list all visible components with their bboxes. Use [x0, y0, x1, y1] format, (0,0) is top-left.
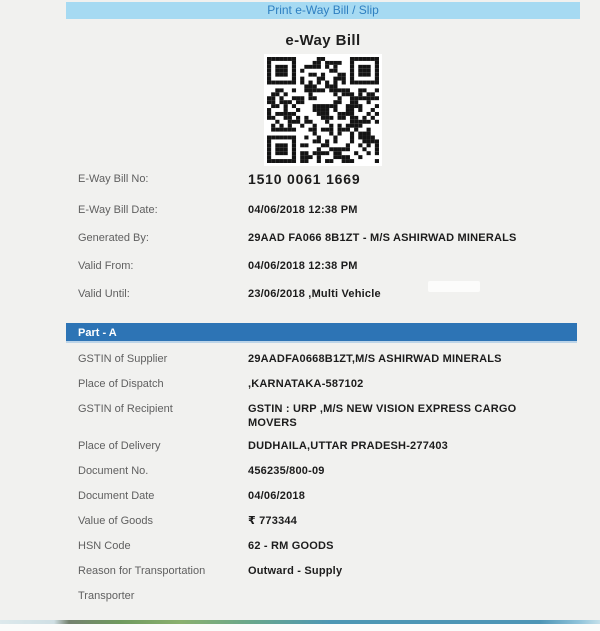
field-row-reason-for-transportation — [78, 564, 578, 578]
field-label: Place of Delivery — [78, 440, 161, 452]
field-label: E-Way Bill Date: — [78, 204, 158, 216]
field-label: Value of Goods — [78, 515, 154, 527]
page-title: e-Way Bill — [285, 32, 361, 49]
qr-code — [264, 54, 382, 166]
field-value: 04/06/2018 — [248, 490, 306, 502]
field-row-generated-by — [78, 231, 578, 245]
field-label: GSTIN of Supplier — [78, 353, 168, 365]
field-row-valid-from — [78, 259, 578, 273]
field-row-hsn-code — [78, 539, 578, 553]
field-label: Transporter — [78, 590, 135, 602]
field-value: ₹ 773344 — [248, 515, 298, 527]
field-row-transporter — [78, 589, 578, 603]
redaction-mark — [428, 281, 480, 292]
field-row-place-of-delivery — [78, 439, 578, 453]
field-row-document-no — [78, 464, 578, 478]
field-value: 1510 0061 1669 — [248, 171, 361, 187]
field-value: 29AAD FA066 8B1ZT - M/S ASHIRWAD MINERALS — [248, 232, 517, 244]
field-value: 29AADFA0668B1ZT,M/S ASHIRWAD MINERALS — [248, 353, 502, 365]
title-bar — [66, 2, 580, 19]
field-row-value-of-goods — [78, 514, 578, 528]
field-value: 23/06/2018 ,Multi Vehicle — [248, 288, 381, 300]
title-bar-text: Print e-Way Bill / Slip — [267, 3, 379, 17]
field-value: Outward - Supply — [248, 565, 343, 577]
part-a-header: Part - A — [66, 323, 577, 343]
field-label: Document No. — [78, 465, 149, 477]
qr-code-image — [267, 57, 379, 163]
field-label: Document Date — [78, 490, 155, 502]
field-value: ,KARNATAKA-587102 — [248, 378, 364, 390]
field-value: 456235/800-09 — [248, 465, 325, 477]
field-value: 04/06/2018 12:38 PM — [248, 260, 358, 272]
field-row-gstin-supplier — [78, 352, 578, 366]
summary-section — [78, 172, 578, 315]
field-row-gstin-recipient — [78, 402, 578, 430]
field-value: DUDHAILA,UTTAR PRADESH-277403 — [248, 440, 448, 452]
part-a-section — [78, 352, 578, 614]
field-label: GSTIN of Recipient — [78, 403, 173, 415]
bottom-margin — [0, 624, 600, 631]
field-label: Place of Dispatch — [78, 378, 164, 390]
field-label: Valid From: — [78, 260, 134, 272]
field-value: 04/06/2018 12:38 PM — [248, 204, 358, 216]
field-label: HSN Code — [78, 540, 131, 552]
field-label: Reason for Transportation — [78, 565, 206, 577]
field-row-place-of-dispatch — [78, 377, 578, 391]
field-label: E-Way Bill No: — [78, 173, 149, 185]
field-row-valid-until — [78, 287, 578, 301]
field-value: 62 - RM GOODS — [248, 540, 334, 552]
field-row-ewb-no — [78, 172, 578, 187]
field-row-ewb-date — [78, 203, 578, 217]
field-label: Generated By: — [78, 232, 149, 244]
field-row-document-date — [78, 489, 578, 503]
field-label: Valid Until: — [78, 288, 130, 300]
field-value: GSTIN : URP ,M/S NEW VISION EXPRESS CARGO MOVERS — [248, 403, 517, 429]
